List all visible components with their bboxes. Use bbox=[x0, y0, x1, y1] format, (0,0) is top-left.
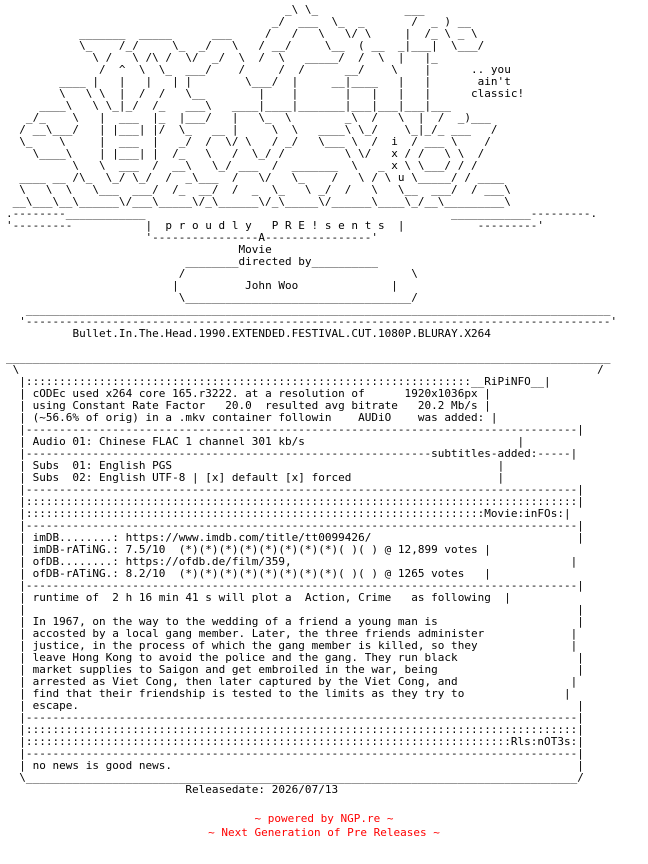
plot-line: arrested as Viet Cong, then later captured by the Viet Cong, and bbox=[32, 675, 458, 688]
notes-text: no news is good news. bbox=[32, 759, 173, 772]
release-name: Bullet.In.The.Head.1990.EXTENDED.FESTIVAL.CUT.1080P.BLURAY.X264 bbox=[72, 327, 491, 340]
ripinfo-line2: using Constant Rate Factor 20.0 resulted avg bitrate 20.2 Mb/s bbox=[32, 399, 478, 412]
plot-line: accosted by a local gang member. Later, the three friends administer bbox=[32, 627, 485, 640]
proudly-presents: p r o u d l y P R E ! s e n t s bbox=[165, 219, 385, 232]
directed-by: directed by bbox=[238, 255, 312, 268]
header-movie: Movie bbox=[238, 243, 272, 256]
ascii-logo: _\ \_ ___ _/ ___ \_ _ / _ ) __ _______ _____ ___ / / \ \/ \ | /_ \ _ \ \_ /_/ \_ _/ \ / __/ \__ ( __ _|___| \___/ \ / \ /\ / \/ _/ \ / \ _____/ / \ | |_ / ^ \ \_ ___/ / / / __/ \ | .. you ____ | | | | | \___/ | __|____ | | ain't \ \ \ | / / \__ | | | | | | classic! ____\ \ \_|_/ /_ ___\ ____|____|_______|___|___|___|___ _/_ \ | ___ |_ |___/ | \_ \ _\ / \ | / _)___ / __\___/ | |___| |/ \_ __ | \ \ ____\ \_/ \_|_/_ ___ / \_ \ | ___ | _/ / \/ \ / _/ \___ \ / i / ___ \ / \____\ | |___| | /_ \ / \_/ / \ \/ x / / \ \ / \ \ ___ / __\ \_/ ___ / _______ \ _ x \ \___/ / / ____ __ /\_ \_/ \_/ / _\___ / \/ \_ / \ / \ u \_____/ / ____ \ \ \ \___ ___/ /_ __/ / _ \_ \ _/ / \ \__ ___/ / ___\ __\___\__\______\/___\_____\/_\______\/_\_____\/______\____\_/__\_________\ bbox=[12, 3, 525, 208]
movieinfo-title: Movie:inFOs: bbox=[484, 507, 564, 520]
plot-line: escape. bbox=[32, 699, 80, 712]
plot-line: find that their friendship is tested to the limits as they try to bbox=[32, 687, 465, 700]
audio-line: Audio 01: Chinese FLAC 1 channel 301 kb/s bbox=[32, 435, 305, 448]
ripinfo-line3: (~56.6% of orig) in a .mkv container followin AUDiO was added: bbox=[32, 411, 485, 424]
ofdb-rating-line: ofDB-rATiNG.: 8.2/10 (*)(*)(*)(*)(*)(*)(*)(*)( )( ) @ 1265 votes bbox=[32, 567, 465, 580]
notes-title: Rls:nOT3s: bbox=[510, 735, 578, 748]
plot-line: justice, in the process of which the gang member is killed, so they bbox=[32, 639, 478, 652]
ripinfo-title: RiPiNFO bbox=[484, 375, 531, 388]
ofdb-line: ofDB........: https://ofdb.de/film/359, bbox=[32, 555, 292, 568]
subs-line2: Subs 02: English UTF-8 | [x] default [x] forced bbox=[32, 471, 352, 484]
director-name: John Woo bbox=[245, 279, 299, 292]
powered-by-footer: ~ powered by NGP.re ~ bbox=[254, 812, 394, 825]
subtitles-title: subtitles-added: bbox=[431, 447, 538, 460]
ngp-tagline-footer: ~ Next Generation of Pre Releases ~ bbox=[208, 826, 440, 839]
subs-line1: Subs 01: English PGS bbox=[32, 459, 173, 472]
nfo-document: _\ \_ ___ _/ ___ \_ _ / _ ) __ _______ _____ ___ / / \ \/ \ | /_ \ _ \ \_ /_/ \_ _/ \ / __/ \__ ( __ _|___| \___/ \ / \ /\ / \/ _/ \ / \ _____/ / \ | |_ / ^ \ \_ ___/ / / / __/ \ | .. you ____ | | | | | \___/ | __|____ | | ain't \ \ \ | / / \__ | | | | | | classic! ____\ \ \_|_/ /_ ___\ ____|____|_______|___|___|___|___ _/_ \ | ___ |_ |___/ | \_ \ _\ / \ | / _)___ / __\___/ | |___| |/ \_ __ | \ \ ____\ \_/ \_|_/_ ___ / \_ \ | ___ | _/ / \/ \ / _/ \___ \ / i / ___ \ / \____\ | |___| | /_ \ / \_/ / \ \/ x / / \ \ / \ \ ___ / __\ \_/ ___ / _______ \ _ x \ \___/ / / ____ __ /\_ \_/ \_/ / _\___ / \/ \_ / \ / \ u \_____/ / ____ \ \ \ \___ ___/ /_ __/ / _ \_ \ _/ / \ \__ ___/ / ___\ __\___\__\______\/___\_____\/_\______\/_\_____\/______\____\_/__\_________\ .--------____________ ____________---------. '--------- | p r o u d l y P R E ! s e n t s | ---------' '----------------A----------------' Movie ________directed by__________ / \ | John Woo | \__________________________________/ ________________________________________________________________________________________ '----------------------------------------------------------------------------------------' Bullet.In.The.Head.1990.EXTENDED.FESTIVAL.CUT.1080P.BLURAY.X264 ___________________________________________________________________________________________ \ / |:::::::::::::::::::::::::::::::::::::::::::::::::::::::::::::::::::__RiPiNFO__| | cODEc used x264 core 165.r3222. at a resolution of 1920x1036px | | using Constant Rate Factor 20.0 resulted avg bitrate 20.2 Mb/s | | (~56.6% of orig) in a .mkv container followin AUDiO was added: | |-----------------------------------------------------------------------------------| | Audio 01: Chinese FLAC 1 channel 301 kb/s | |-------------------------------------------------------------subtitles-added:-----| | Subs 01: English PGS | | Subs 02: English UTF-8 | [x] default [x] forced | |-----------------------------------------------------------------------------------| |:::::::::::::::::::::::::::::::::::::::::::::::::::::::::::::::::::::::::::::::::::| |:::::::::::::::::::::::::::::::::::::::::::::::::::::::::::::::::::::Movie:inFOs:| |-----------------------------------------------------------------------------------| | imDB........: https://www.imdb.com/title/tt0099426/ | | imDB-rATiNG.: 7.5/10 (*)(*)(*)(*)(*)(*)(*)(*)( )( ) @ 12,899 votes | | ofDB........: https://ofdb.de/film/359, | | ofDB-rATiNG.: 8.2/10 (*)(*)(*)(*)(*)(*)(*)(*)( )( ) @ 1265 votes | |-----------------------------------------------------------------------------------| | runtime of 2 h 16 min 41 s will plot a Action, Crime as following | | | | In 1967, on the way to the wedding of a friend a young man is | | accosted by a local gang member. Later, the three friends administer | | justice, in the process of which the gang member is killed, so they | | leave Hong Kong to avoid the police and the gang. They run black | | market supplies to Saigon and get embroiled in the war, being | | arrested as Viet Cong, then later captured by the Viet Cong, and | | find that their friendship is tested to the limits as they try to | | escape. | |-----------------------------------------------------------------------------------| |:::::::::::::::::::::::::::::::::::::::::::::::::::::::::::::::::::::::::::::::::::| |:::::::::::::::::::::::::::::::::::::::::::::::::::::::::::::::::::::::::Rls:nOT3s:| |-----------------------------------------------------------------------------------| | no news is good news. | \___________________________________________________________________________________/ Releasedate: 2026/07/13 bbox=[6, 3, 618, 796]
runtime-line: runtime of 2 h 16 min 41 s will plot a Action, Crime as following bbox=[32, 591, 491, 604]
imdb-line: imDB........: https://www.imdb.com/title/tt0099426/ bbox=[32, 531, 372, 544]
plot-line: market supplies to Saigon and get embroiled in the war, being bbox=[32, 663, 438, 676]
ripinfo-line1: cODEc used x264 core 165.r3222. at a resolution of 1920x1036px bbox=[32, 387, 478, 400]
plot-line: leave Hong Kong to avoid the police and the gang. They run black bbox=[32, 651, 458, 664]
plot-line: In 1967, on the way to the wedding of a friend a young man is bbox=[32, 615, 438, 628]
release-date: Releasedate: 2026/07/13 bbox=[185, 783, 339, 796]
imdb-rating-line: imDB-rATiNG.: 7.5/10 (*)(*)(*)(*)(*)(*)(*)(*)( )( ) @ 12,899 votes bbox=[32, 543, 478, 556]
header-a: A bbox=[258, 231, 266, 244]
